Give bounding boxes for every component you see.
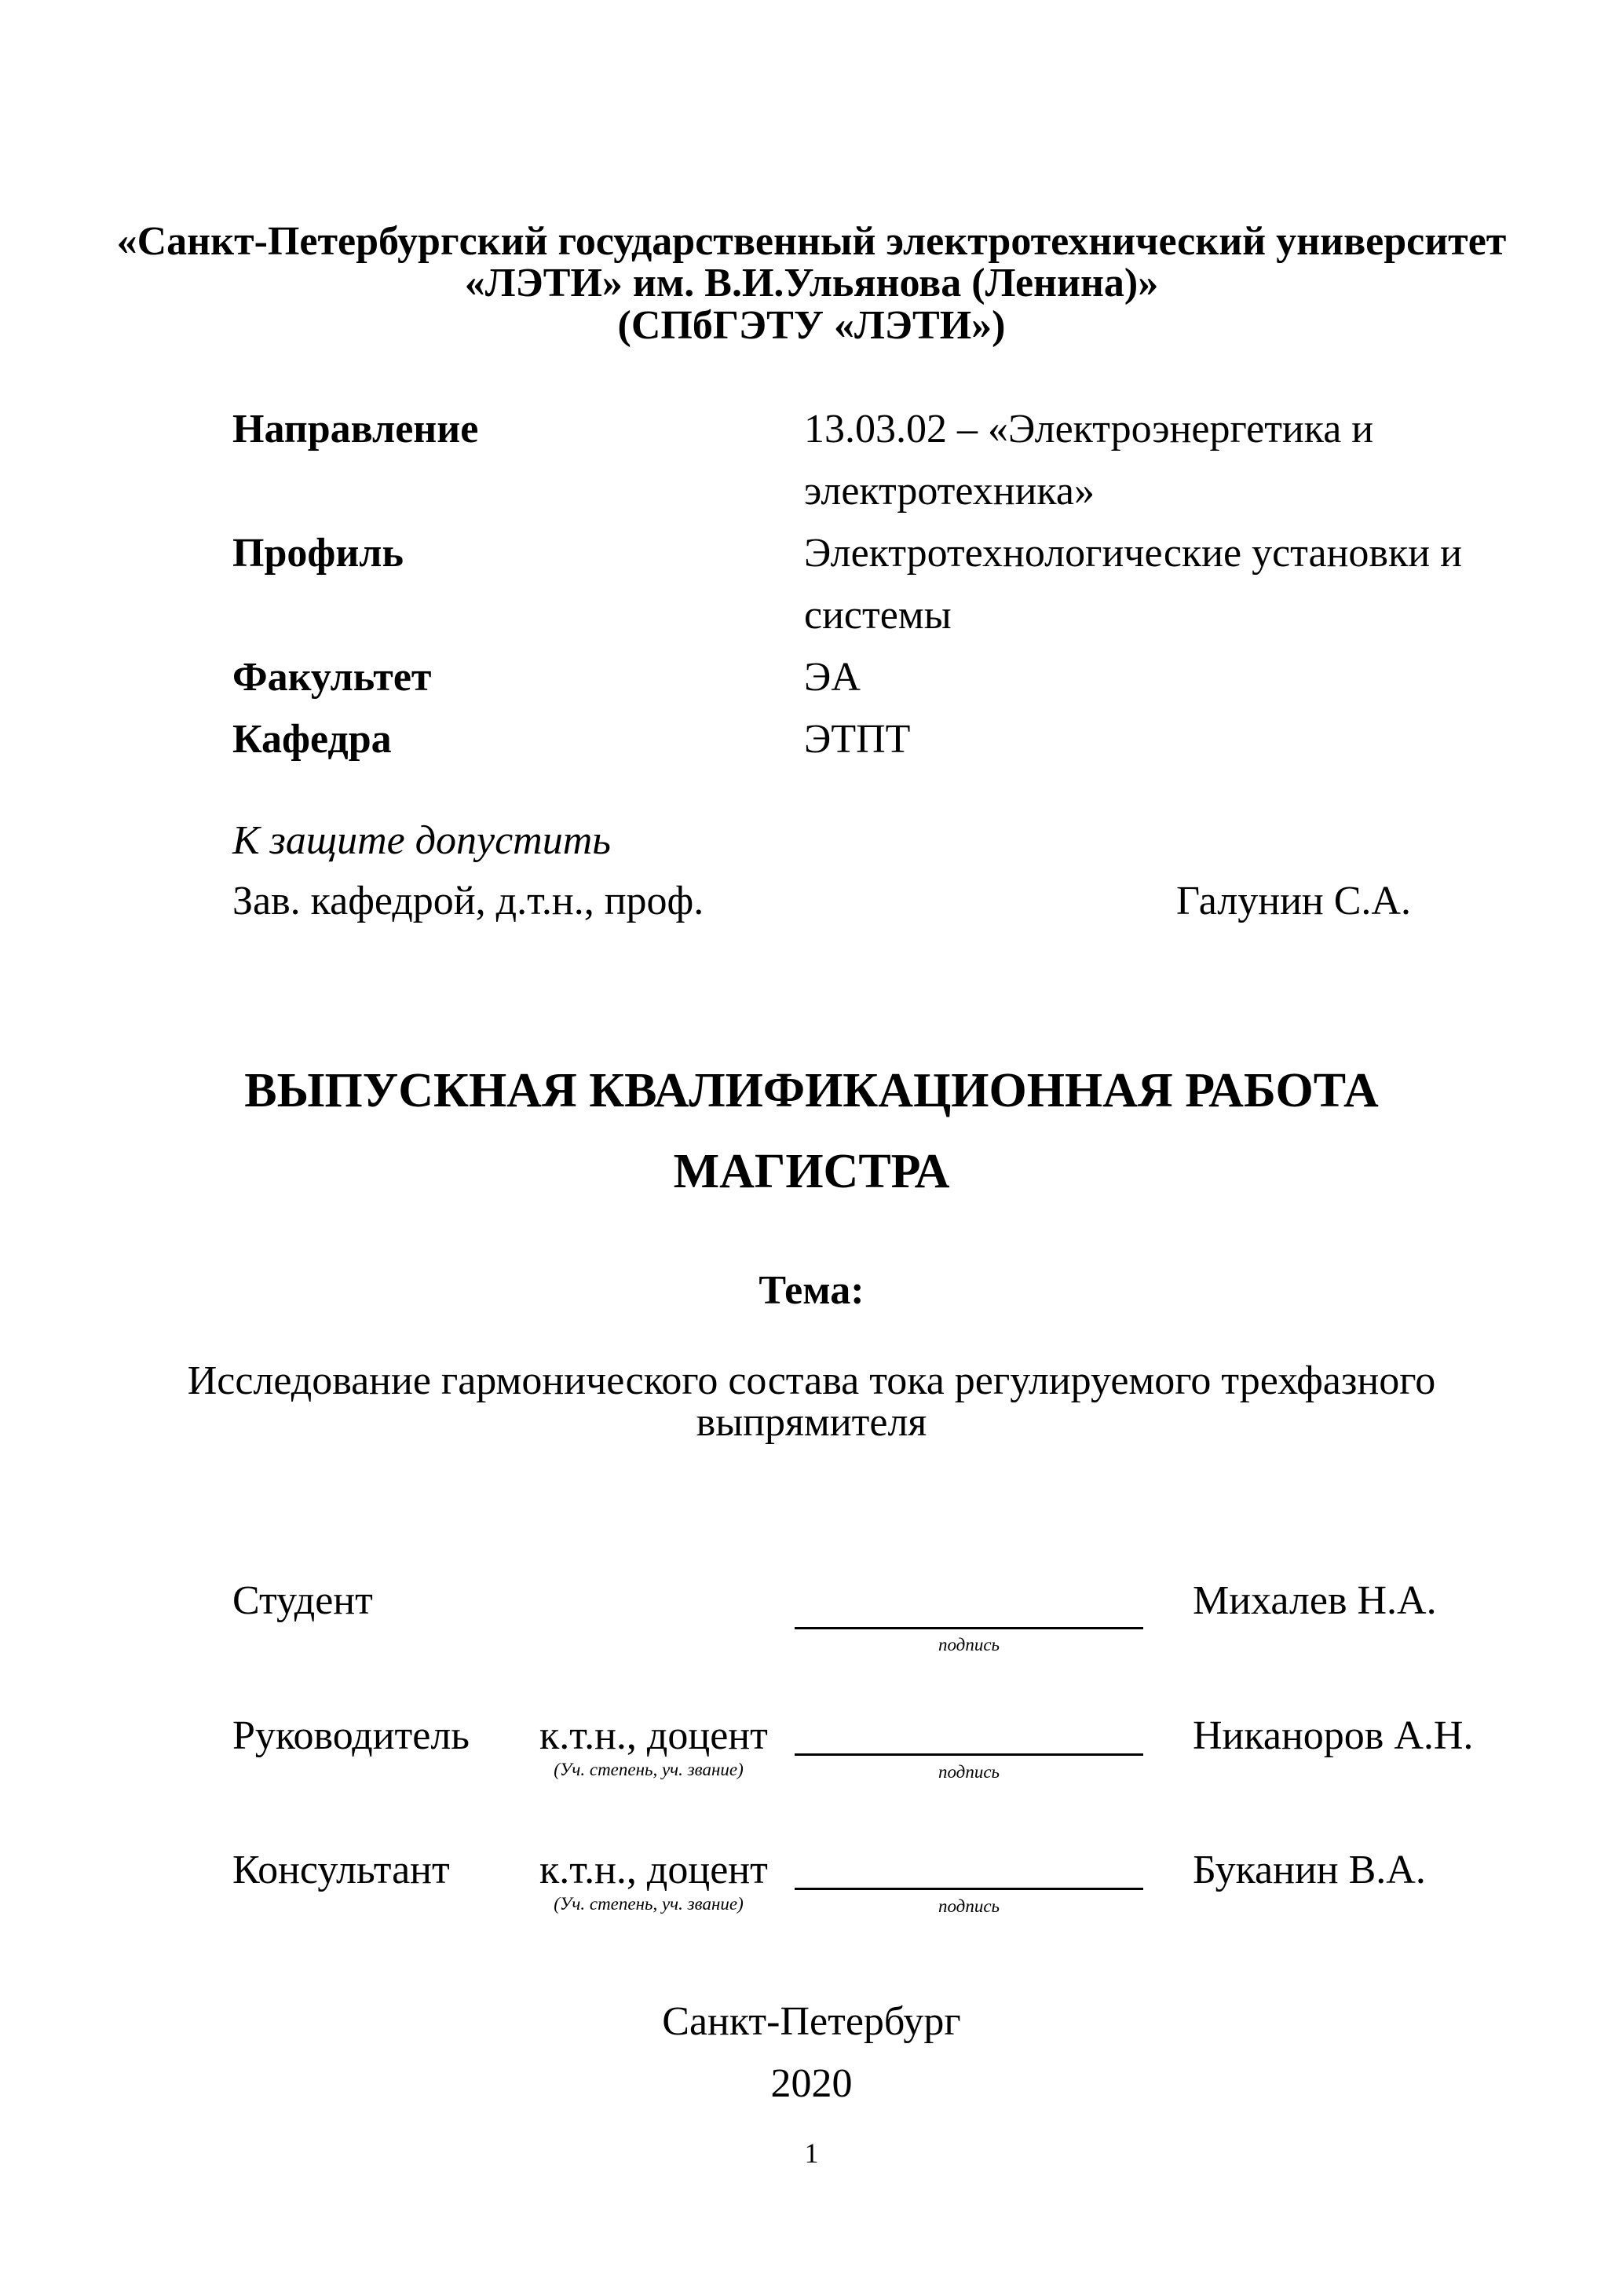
value-profile-line2: системы [804, 593, 952, 638]
label-department: Кафедра [232, 717, 392, 762]
label-faculty: Факультет [232, 655, 432, 700]
approval-name: Галунин С.А. [1176, 879, 1411, 923]
label-profile: Профиль [232, 531, 404, 576]
approval-position: Зав. кафедрой, д.т.н., проф. [232, 879, 704, 923]
value-direction-line2: электротехника» [804, 469, 1095, 514]
document-title-line2: МАГИСТРА [673, 1145, 950, 1198]
university-name-line1: «Санкт-Петербургский государственный электротехнический университет [116, 219, 1507, 264]
label-direction: Направление [232, 407, 479, 452]
signature-name-supervisor: Никаноров А.Н. [1193, 1713, 1474, 1758]
document-title-line1: ВЫПУСКНАЯ КВАЛИФИКАЦИОННАЯ РАБОТА [244, 1064, 1379, 1117]
value-direction-line1: 13.03.02 – «Электроэнергетика и [804, 407, 1374, 452]
signature-name-consultant: Буканин В.А. [1193, 1848, 1426, 1892]
approval-heading: К защите допустить [232, 818, 611, 863]
footer-city: Санкт-Петербург [662, 1999, 961, 2044]
signature-role-supervisor: Руководитель [232, 1713, 470, 1758]
signature-role-consultant: Консультант [232, 1848, 450, 1892]
signature-line-student [795, 1627, 1143, 1629]
value-department: ЭТПТ [804, 717, 911, 762]
university-name-line2: «ЛЭТИ» им. В.И.Ульянова (Ленина)» [464, 261, 1159, 305]
signature-caption-student: подпись [938, 1635, 1000, 1654]
signature-line-supervisor [795, 1753, 1143, 1756]
degree-caption-consultant: (Уч. степень, уч. звание) [554, 1894, 744, 1914]
topic-line2: выпрямителя [696, 1400, 927, 1445]
topic-line1: Исследование гармонического состава тока регулируемого трехфазного [187, 1358, 1436, 1403]
signature-name-student: Михалев Н.А. [1193, 1578, 1437, 1623]
footer-year: 2020 [770, 2061, 853, 2106]
university-abbreviation: (СПбГЭТУ «ЛЭТИ») [617, 303, 1006, 348]
value-profile-line1: Электротехнологические установки и [804, 531, 1462, 576]
signature-degree-supervisor: к.т.н., доцент [539, 1713, 768, 1758]
topic-label: Тема: [758, 1268, 865, 1313]
signature-line-consultant [795, 1888, 1143, 1890]
signature-degree-consultant: к.т.н., доцент [539, 1848, 768, 1892]
signature-caption-consultant: подпись [938, 1896, 1000, 1916]
signature-caption-supervisor: подпись [938, 1762, 1000, 1782]
degree-caption-supervisor: (Уч. степень, уч. звание) [554, 1760, 744, 1779]
signature-role-student: Студент [232, 1578, 373, 1623]
page-number: 1 [804, 2137, 819, 2169]
value-faculty: ЭА [804, 655, 861, 700]
